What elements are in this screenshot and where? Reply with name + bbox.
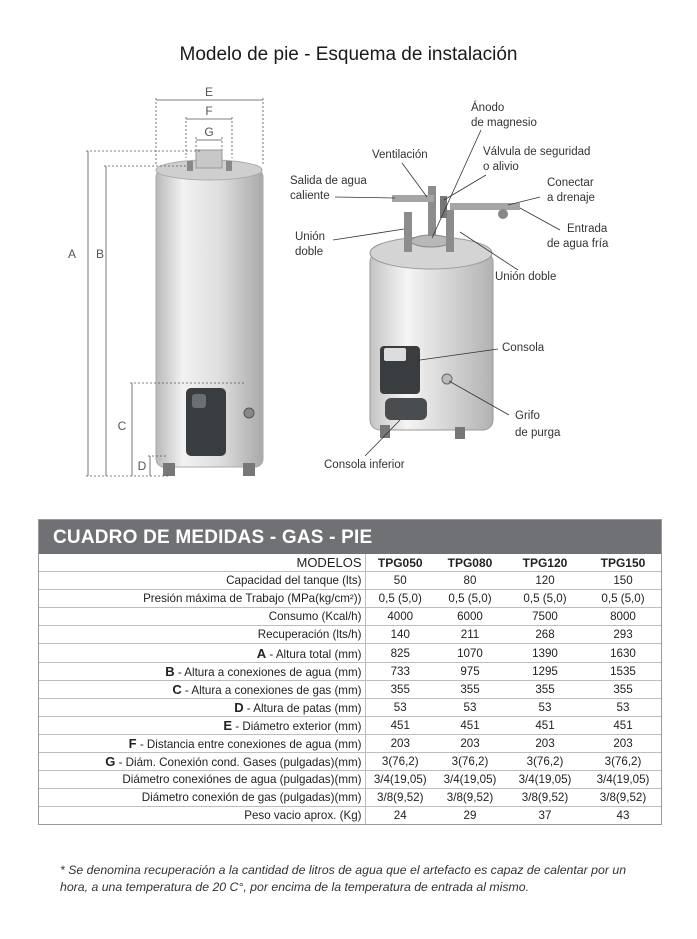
row-label xyxy=(39,789,365,807)
tank-left xyxy=(156,150,263,476)
dimension-key: E xyxy=(223,717,233,733)
tank-right xyxy=(370,186,520,439)
cell-value: 3/4(19,05) xyxy=(585,771,661,789)
cell-value: 3(76,2) xyxy=(505,753,585,771)
cell-value: 733 xyxy=(365,662,435,680)
cell-value: 53 xyxy=(435,698,505,716)
cell-value: 0,5 (5,0) xyxy=(435,590,505,608)
dim-label-c: C xyxy=(117,419,127,433)
cell-value: 211 xyxy=(435,626,505,644)
row-label xyxy=(39,771,365,789)
cell-value: 203 xyxy=(585,734,661,752)
callout-consola-inferior: Consola inferior xyxy=(324,459,405,471)
row-label-text: Diámetro conexión de gas (pulgadas)(mm) xyxy=(141,791,362,805)
cell-value: 43 xyxy=(616,809,630,823)
row-label-text: Peso vacio aprox. (Kg) xyxy=(244,809,362,823)
cell-value: 268 xyxy=(505,626,585,644)
cell-value: 451 xyxy=(505,716,585,734)
callout-grifo-1: Grifo xyxy=(515,410,540,422)
row-label-text: Capacidad del tanque (lts) xyxy=(226,574,362,588)
callout-union-left-2: doble xyxy=(295,246,324,258)
dimension-key: A xyxy=(256,645,267,661)
dim-label-g: G xyxy=(204,125,214,139)
cell-value: 355 xyxy=(505,680,585,698)
cell-value: 203 xyxy=(435,734,505,752)
callout-anodo-1: Ánodo xyxy=(471,102,505,114)
dim-label-d: D xyxy=(137,459,147,473)
cell-value: 0,5 (5,0) xyxy=(585,590,661,608)
row-label xyxy=(39,716,365,734)
row-label-text: - Diámetro exterior (mm) xyxy=(232,719,362,733)
cell-value: 3/4(19,05) xyxy=(365,771,435,789)
column-header: TPG080 xyxy=(435,554,505,572)
callout-consola: Consola xyxy=(502,342,545,354)
measurements-grid xyxy=(39,554,661,824)
dimension-key: F xyxy=(128,735,137,751)
callout-valvula-1: Válvula de seguridad xyxy=(483,146,591,158)
cell-value: 150 xyxy=(585,572,661,590)
table-row xyxy=(39,734,661,752)
cell-value: 293 xyxy=(585,626,661,644)
cell-value: 4000 xyxy=(365,608,435,626)
cell-value: 3/8(9,52) xyxy=(505,789,585,807)
row-label-text: - Distancia entre conexiones de agua (mm) xyxy=(136,737,362,751)
cell-value: 0,5 (5,0) xyxy=(365,590,435,608)
cell-value: 451 xyxy=(585,716,661,734)
table-header: CUADRO DE MEDIDAS - GAS - PIE xyxy=(39,520,661,554)
callout-salida-1: Salida de agua xyxy=(290,175,367,187)
cell-value: 3/8(9,52) xyxy=(435,789,505,807)
row-label-text: - Altura de patas (mm) xyxy=(243,701,362,715)
callout-valvula-2: o alivio xyxy=(483,161,519,173)
cell-value: 50 xyxy=(365,572,435,590)
table-row xyxy=(39,590,661,608)
row-label xyxy=(39,753,365,771)
dim-label-f: F xyxy=(205,104,213,118)
cell-value: 203 xyxy=(365,734,435,752)
row-label-text: - Altura a conexiones de agua (mm) xyxy=(174,665,362,679)
row-label-text: - Diám. Conexión cond. Gases (pulgadas)(mm) xyxy=(115,756,362,770)
callout-ventilacion: Ventilación xyxy=(372,149,428,161)
dim-label-e: E xyxy=(204,85,214,99)
cell-value: 451 xyxy=(435,716,505,734)
cell-value: 140 xyxy=(365,626,435,644)
row-label-text: Diámetro conexiónes de agua (pulgadas)(mm) xyxy=(122,773,362,787)
row-label xyxy=(39,680,365,698)
column-header: TPG050 xyxy=(365,554,435,572)
cell-value: 3/4(19,05) xyxy=(435,771,505,789)
cell-value: 24 xyxy=(393,809,407,823)
row-label xyxy=(39,644,365,662)
cell-value: 3(76,2) xyxy=(585,753,661,771)
cell-value: 355 xyxy=(585,680,661,698)
table-row xyxy=(39,753,661,771)
row-label-text: Consumo (Kcal/h) xyxy=(268,610,362,624)
cell-value: 203 xyxy=(505,734,585,752)
dimension-key: D xyxy=(234,699,244,715)
row-label xyxy=(39,572,365,590)
cell-value: 53 xyxy=(585,698,661,716)
cell-value: 3/8(9,52) xyxy=(365,789,435,807)
column-header: TPG120 xyxy=(505,554,585,572)
cell-value: 451 xyxy=(365,716,435,734)
dimension-key: G xyxy=(105,754,116,770)
cell-value: 1535 xyxy=(585,662,661,680)
row-label-text: Recuperación (lts/h) xyxy=(257,628,362,642)
row-label xyxy=(39,590,365,608)
cell-value: 8000 xyxy=(585,608,661,626)
cell-value: 1070 xyxy=(435,644,505,662)
cell-value: 1295 xyxy=(505,662,585,680)
table-row xyxy=(39,572,661,590)
cell-value: 355 xyxy=(435,680,505,698)
row-label xyxy=(39,807,365,825)
cell-value: 1390 xyxy=(505,644,585,662)
cell-value: 120 xyxy=(505,572,585,590)
callout-anodo-2: de magnesio xyxy=(471,117,537,129)
dimension-key: C xyxy=(172,681,182,697)
cell-value: 3(76,2) xyxy=(435,753,505,771)
table-row xyxy=(39,771,661,789)
cell-value: 3/8(9,52) xyxy=(585,789,661,807)
callout-entrada-2: de agua fría xyxy=(547,238,609,250)
cell-value: 7500 xyxy=(505,608,585,626)
table-row xyxy=(39,644,661,662)
row-label-text: Presión máxima de Trabajo (MPa(kg/cm²)) xyxy=(143,592,362,606)
table-row xyxy=(39,716,661,734)
row-label xyxy=(39,698,365,716)
cell-value: 0,5 (5,0) xyxy=(505,590,585,608)
page-title: Modelo de pie - Esquema de instalación xyxy=(179,44,518,65)
footnote: * Se denomina recuperación a la cantidad de litros de agua que el artefacto es capaz de calentar por un hora, a una temperatura de 20 C°, por encima de la temperatura de entrada al mismo. xyxy=(60,863,627,894)
cell-value: 3/4(19,05) xyxy=(505,771,585,789)
row-label xyxy=(39,662,365,680)
table-row xyxy=(39,698,661,716)
cell-value: 3(76,2) xyxy=(365,753,435,771)
cell-value: 825 xyxy=(365,644,435,662)
row-label-text: - Altura total (mm) xyxy=(266,647,362,661)
cell-value: 53 xyxy=(365,698,435,716)
dim-label-a: A xyxy=(67,247,77,261)
row-label xyxy=(39,608,365,626)
cell-value: 975 xyxy=(435,662,505,680)
callout-grifo-2: de purga xyxy=(515,427,561,439)
table-row xyxy=(39,662,661,680)
callout-drenaje-2: a drenaje xyxy=(547,192,595,204)
callout-entrada-1: Entrada xyxy=(567,223,608,235)
table-row xyxy=(39,626,661,644)
models-label: MODELOS xyxy=(39,554,365,572)
column-header: TPG150 xyxy=(585,554,661,572)
measurements-table xyxy=(38,519,662,825)
cell-value: 37 xyxy=(538,809,552,823)
table-column-headers xyxy=(39,554,661,572)
table-row xyxy=(39,807,661,825)
cell-value: 80 xyxy=(435,572,505,590)
cell-value: 1630 xyxy=(585,644,661,662)
row-label xyxy=(39,734,365,752)
row-label xyxy=(39,626,365,644)
table-row xyxy=(39,789,661,807)
cell-value: 355 xyxy=(365,680,435,698)
cell-value: 6000 xyxy=(435,608,505,626)
callout-salida-2: caliente xyxy=(290,190,330,202)
cell-value: 29 xyxy=(463,809,477,823)
callout-union-left-1: Unión xyxy=(295,231,326,243)
dim-label-b: B xyxy=(95,247,105,261)
table-row xyxy=(39,680,661,698)
dimension-key: B xyxy=(165,663,175,679)
row-label-text: - Altura a conexiones de gas (mm) xyxy=(181,683,362,697)
callout-drenaje-1: Conectar xyxy=(547,177,594,189)
callout-union-right: Unión doble xyxy=(495,271,557,283)
table-row xyxy=(39,608,661,626)
cell-value: 53 xyxy=(505,698,585,716)
